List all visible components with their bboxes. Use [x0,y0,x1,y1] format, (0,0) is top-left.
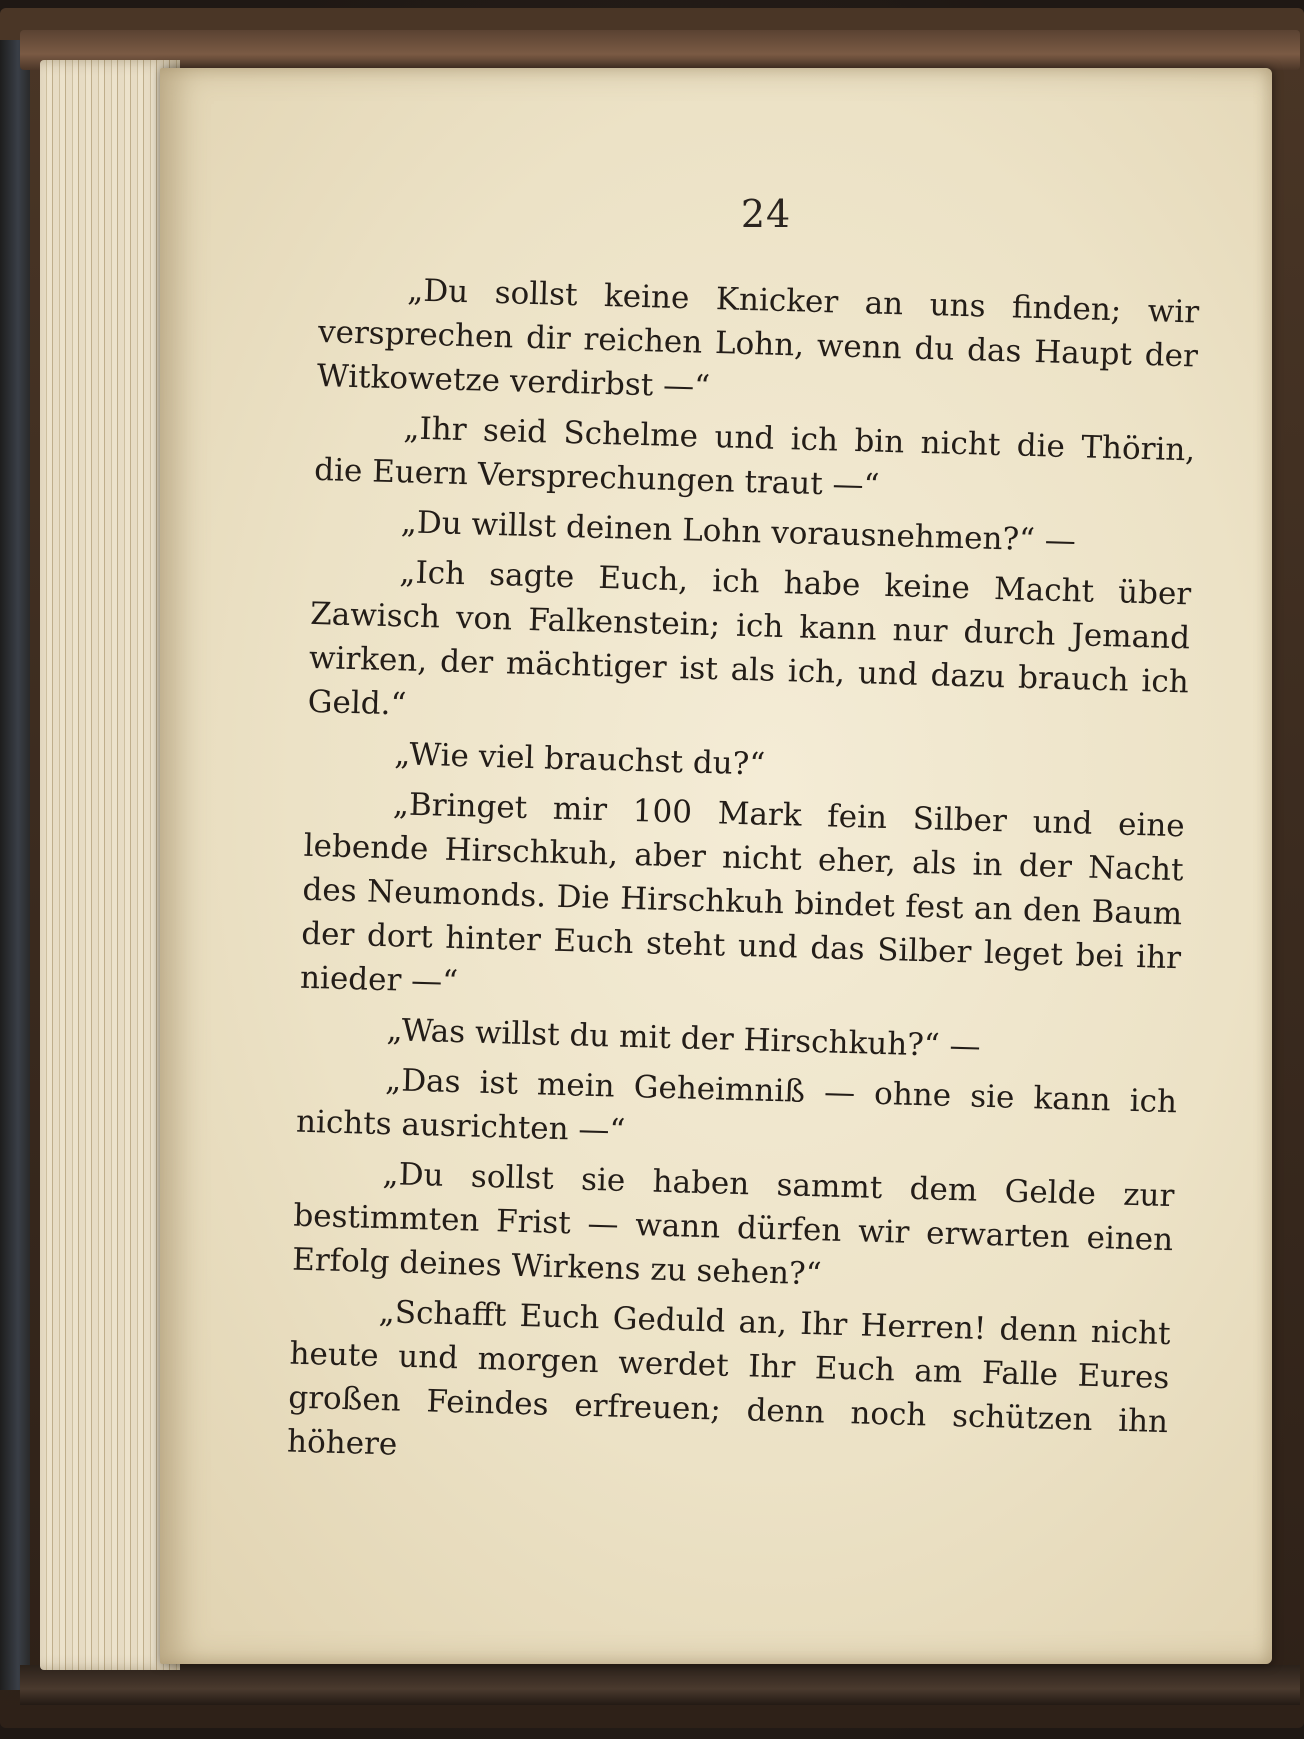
paragraph: „Du sollst sie haben sammt dem Gelde zur bestimmten Frist — wann dürfen wir erwarten einen Erfolg deines Wirkens zu sehen?“ [291,1156,1175,1293]
binding-bottom [20,1665,1300,1705]
book-page [160,68,1272,1664]
paragraph: „Ihr seid Schelme und ich bin nicht die Thörin, die Euern Versprechungen traut —“ [313,410,1196,504]
paragraph: „Ich sagte Euch, ich habe keine Macht über Zawisch von Falkenstein; ich kann nur durch Jemand wirken, der mächtiger ist als ich, und dazu brauch ich Geld.“ [307,554,1192,723]
binding-top [20,30,1300,70]
paragraph: „Das ist mein Geheimniß — ohne sie kann ich nichts ausrichten —“ [295,1062,1178,1149]
paragraph: „Bringet mir 100 Mark fein Silber und eine lebende Hirschkuh, aber nicht eher, als in der Nacht des Neumonds. Die Hirschkuh bindet fest an den Baum der dort hinter Euch steht und das Silber leget bei ihr nieder —“ [299,786,1186,1001]
paragraph: „Schafft Euch Geduld an, Ihr Herren! denn nicht heute und morgen werdet Ihr Euch am Falle Eures großen Feindes erfreuen; denn noch schützen ihn höhere [286,1294,1172,1463]
paragraph: „Du sollst keine Knicker an uns finden; wir versprechen dir reichen Lohn, wenn du das Haupt der Witkowetze verdirbst —“ [316,272,1200,405]
paragraph: „Wie viel brauchst du?“ [393,736,766,783]
paragraph: „Was willst du mit der Hirschkuh?“ — [386,1012,982,1065]
paragraph: „Du willst deinen Lohn vorausnehmen?“ — [400,504,1077,560]
page-edges [40,60,180,1670]
page-text [287,266,1200,1488]
cover-edge [0,40,30,1690]
page-number: 24 [740,192,792,236]
